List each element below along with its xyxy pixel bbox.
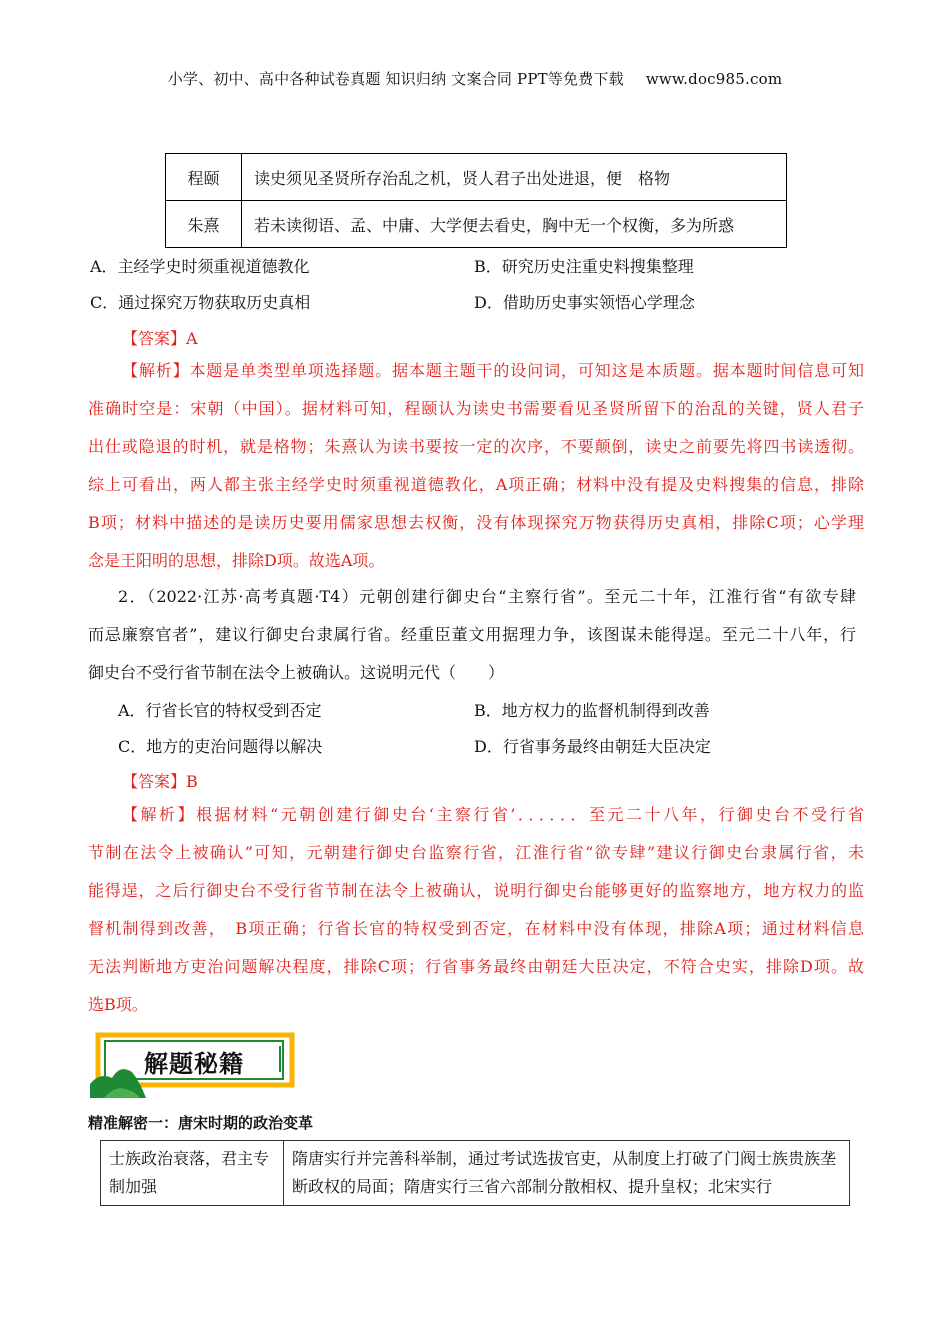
section-banner <box>90 1032 295 1098</box>
q2-stem <box>88 578 856 692</box>
analysis-line: 督机制得到改善， B项正确；行省长官的特权受到否定，在材料中没有体现，排除A项；通过材料信息 <box>88 919 864 938</box>
analysis-line: 能得逞，之后行御史台不受行省节制在法令上被确认，说明行御史台能够更好的监察地方，地方权力的监 <box>88 881 864 900</box>
q2-option-a: A．行省长官的特权受到否定 <box>118 701 322 720</box>
analysis-line: 选B项。 <box>88 995 148 1014</box>
section-title: 精准解密一：唐宋时期的政治变革 <box>88 1114 314 1132</box>
q1-option-c: C．通过探究万物获取历史真相 <box>90 293 311 312</box>
q2-option-c: C．地方的吏治问题得以解决 <box>118 737 323 756</box>
table-row <box>166 154 787 201</box>
page-header <box>0 68 950 89</box>
quote-author: 朱熹 <box>166 201 242 248</box>
q1-option-b: B．研究历史注重史料搜集整理 <box>474 257 694 276</box>
analysis-line: 念是王阳明的思想，排除D项。故选A项。 <box>88 551 385 570</box>
q1-option-d: D．借助历史事实领悟心学理念 <box>474 293 695 312</box>
summary-key: 士族政治衰落，君主专制加强 <box>101 1141 284 1206</box>
analysis-line: 【解析】本题是单类型单项选择题。据本题主题干的设问词，可知这是本质题。据本题时间信息可知 <box>122 361 864 380</box>
analysis-line: B项；材料中描述的是读历史要用儒家思想去权衡，没有体现探究万物获得历史真相，排除C项；心学理 <box>88 513 864 532</box>
summary-table <box>100 1140 850 1206</box>
q2-analysis <box>88 796 864 1024</box>
stem-line: 2．（2022·江苏·高考真题·T4）元朝创建行御史台“主察行省”。至元二十年，江淮行省“有欲专肆 <box>118 587 856 606</box>
q1-option-a: A．主经学史时须重视道德教化 <box>90 257 310 276</box>
quote-text: 若未读彻语、孟、中庸、大学便去看史，胸中无一个权衡，多为所惑 <box>242 201 787 248</box>
quote-table <box>165 153 787 248</box>
analysis-line: 出仕或隐退的时机，就是格物；朱熹认为读书要按一定的次序，不要颠倒，读史之前要先将四书读透彻。 <box>88 437 864 456</box>
analysis-line: 无法判断地方吏治问题解决程度，排除C项；行省事务最终由朝廷大臣决定，不符合史实，排除D项。故 <box>88 957 864 976</box>
analysis-line: 准确时空是：宋朝（中国）。据材料可知，程颐认为读史书需要看见圣贤所留下的治乱的关键，贤人君子 <box>88 399 864 418</box>
stem-line: 御史台不受行省节制在法令上被确认。这说明元代（ ） <box>88 663 505 682</box>
q2-option-b: B．地方权力的监督机制得到改善 <box>474 701 710 720</box>
header-text: 小学、初中、高中各种试卷真题 知识归纳 文案合同 PPT等免费下载 <box>167 70 624 88</box>
header-url[interactable]: www.doc985.com <box>645 70 783 88</box>
banner-title: 解题秘籍 <box>144 1050 244 1078</box>
analysis-line: 【解析】根据材料“元朝创建行御史台‘主察行省’．．．．．．至元二十八年，行御史台不受行省 <box>122 805 864 824</box>
q1-analysis <box>88 352 864 580</box>
quote-author: 程颐 <box>166 154 242 201</box>
q1-answer: 【答案】A <box>122 329 198 348</box>
table-row <box>166 201 787 248</box>
table-row <box>101 1141 850 1206</box>
summary-value: 隋唐实行并完善科举制，通过考试选拔官吏，从制度上打破了门阀士族贵族垄断政权的局面；隋唐实行三省六部制分散相权、提升皇权；北宋实行 <box>284 1141 850 1206</box>
quote-text: 读史须见圣贤所存治乱之机，贤人君子出处进退，便 格物 <box>242 154 787 201</box>
analysis-line: 节制在法令上被确认”可知，元朝建行御史台监察行省，江淮行省“欲专肆”建议行御史台隶属行省，未 <box>88 843 864 862</box>
analysis-line: 综上可看出，两人都主张主经学史时须重视道德教化，A项正确；材料中没有提及史料搜集的信息，排除 <box>88 475 864 494</box>
q2-option-d: D．行省事务最终由朝廷大臣决定 <box>474 737 711 756</box>
stem-line: 而忌廉察官者”，建议行御史台隶属行省。经重臣董文用据理力争，该图谋未能得逞。至元二十八年，行 <box>88 625 856 644</box>
q2-answer: 【答案】B <box>122 772 198 791</box>
